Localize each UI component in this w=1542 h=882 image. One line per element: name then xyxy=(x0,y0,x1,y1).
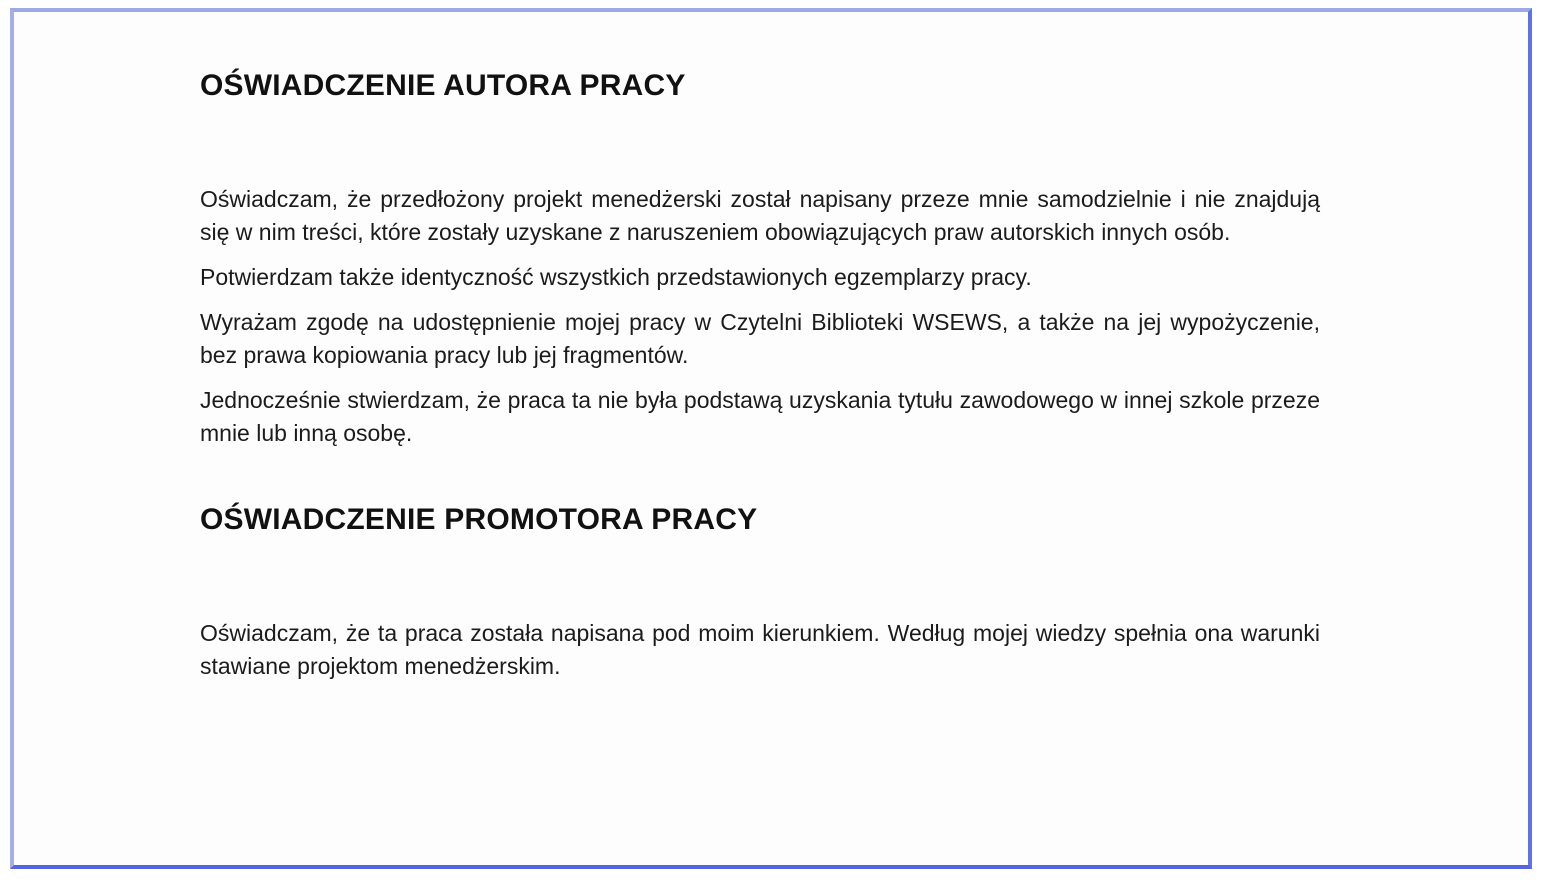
section-author-declaration xyxy=(200,68,1320,450)
promoter-declaration-paragraph-1: Oświadczam, że ta praca została napisana pod moim kierunkiem. Według mojej wiedzy spełnia ona warunki stawiane projektom menedżerskim. xyxy=(200,620,1320,679)
page-content xyxy=(14,12,1528,865)
promoter-declaration-heading: OŚWIADCZENIE PROMOTORA PRACY xyxy=(200,503,758,536)
author-declaration-paragraph-3: Wyrażam zgodę na udostępnienie mojej pracy w Czytelni Biblioteki WSEWS, a także na jej wypożyczenie, bez prawa kopiowania pracy lub jej fragmentów. xyxy=(200,309,1320,368)
document-page xyxy=(10,8,1532,869)
author-declaration-paragraph-1: Oświadczam, że przedłożony projekt menedżerski został napisany przeze mnie samodzielnie i nie znajdują się w nim treści, które zostały uzyskane z naruszeniem obowiązujących praw autorskich innych osób. xyxy=(200,186,1320,245)
author-declaration-paragraph-4: Jednocześnie stwierdzam, że praca ta nie była podstawą uzyskania tytułu zawodowego w innej szkole przeze mnie lub inną osobę. xyxy=(200,387,1320,446)
author-declaration-heading: OŚWIADCZENIE AUTORA PRACY xyxy=(200,69,686,102)
author-declaration-paragraph-2: Potwierdzam także identyczność wszystkich przedstawionych egzemplarzy pracy. xyxy=(200,264,1032,290)
section-promoter-declaration xyxy=(200,502,1320,683)
